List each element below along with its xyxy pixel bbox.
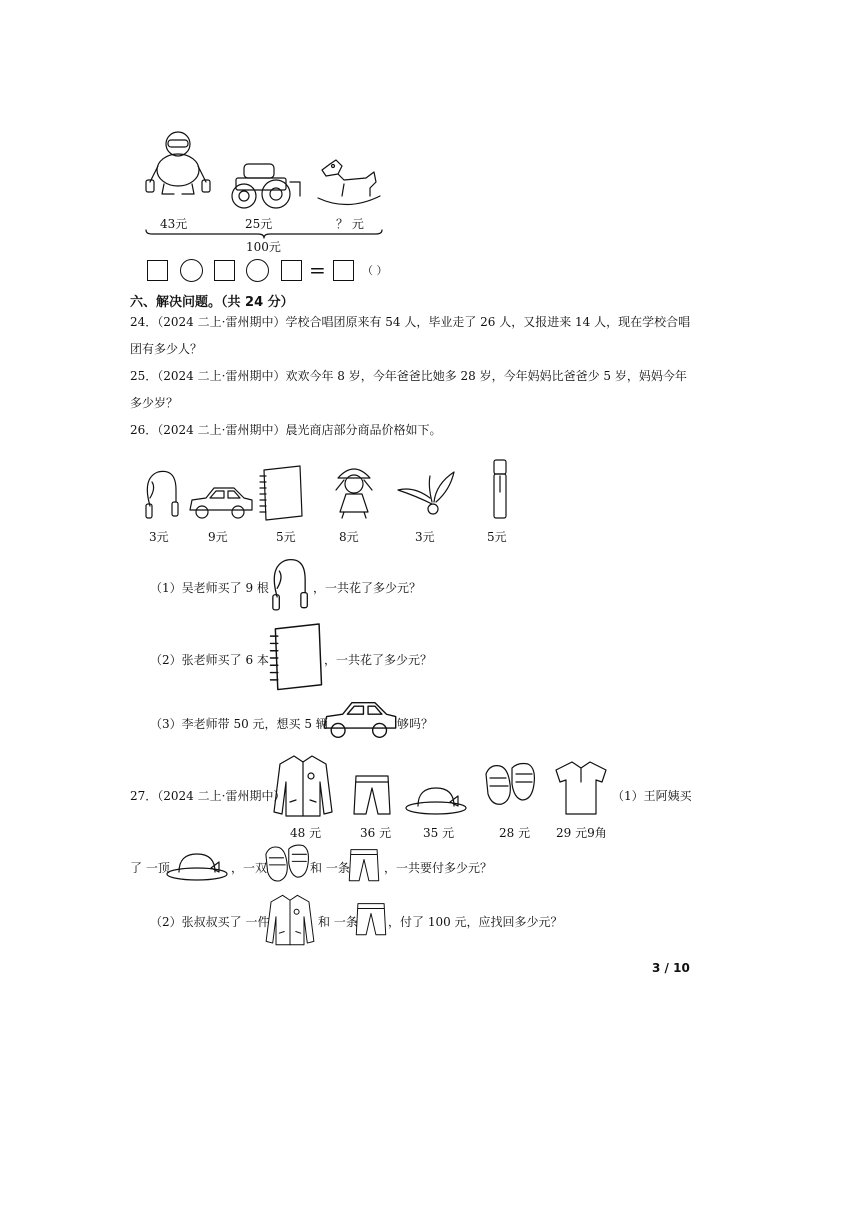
shuttlecock-icon bbox=[396, 470, 458, 518]
answer-box-3[interactable] bbox=[281, 260, 302, 281]
pants-icon bbox=[354, 902, 388, 938]
q25-line2: 多少岁？ bbox=[130, 396, 179, 410]
notebook-icon bbox=[268, 624, 324, 692]
hat-icon bbox=[404, 784, 468, 816]
rocking-horse-icon bbox=[316, 156, 382, 210]
doll-icon bbox=[330, 464, 378, 520]
q24-line2: 团有多少人？ bbox=[130, 342, 203, 356]
q27-sub1-text-d: 和 一条 bbox=[310, 861, 350, 875]
total-price: 100元 bbox=[246, 240, 281, 254]
q27-sub1-text-a: （1）王阿姨买 bbox=[612, 789, 692, 803]
jacket-icon bbox=[264, 892, 316, 948]
jump-rope-icon bbox=[138, 468, 184, 520]
q26-sub3-text-b: 够吗？ bbox=[397, 717, 434, 731]
q27-price-hat: 35 元 bbox=[423, 826, 455, 840]
robot-price: 43元 bbox=[160, 217, 188, 231]
answer-box-1[interactable] bbox=[147, 260, 168, 281]
pen-icon bbox=[490, 458, 510, 522]
q27-sub2-text-b: 和 一条 bbox=[318, 915, 358, 929]
answer-box-2[interactable] bbox=[214, 260, 235, 281]
operator-circle-2[interactable] bbox=[246, 259, 269, 282]
pants-icon bbox=[352, 774, 392, 818]
section-title: 六、解决问题。（共 24 分） bbox=[130, 295, 294, 310]
operator-circle-1[interactable] bbox=[180, 259, 203, 282]
toy-car-icon bbox=[188, 486, 254, 520]
shoes-icon bbox=[482, 760, 538, 810]
tractor-price: 25元 bbox=[245, 217, 273, 231]
q26-sub2-text-b: ，一共花了多少元？ bbox=[324, 653, 433, 667]
q27-sub1-text-e: ，一共要付多少元？ bbox=[384, 861, 493, 875]
q27-sub1-text-c: ，一双 bbox=[231, 861, 268, 875]
q27-price-jacket: 48 元 bbox=[290, 826, 322, 840]
q27-sub2-text-a: （2）张叔叔买了 一件 bbox=[150, 915, 270, 929]
q27-sub1-text-b: 了 一顶 bbox=[130, 861, 170, 875]
horse-price: ？ 元 bbox=[336, 217, 364, 231]
total-brace bbox=[144, 228, 384, 238]
q26-stem: 26．（2024 二上·雷州期中）晨光商店部分商品价格如下。 bbox=[130, 423, 442, 437]
q27-price-shirt: 29 元9角 bbox=[556, 826, 607, 840]
shirt-icon bbox=[554, 760, 608, 816]
q26-sub2-text-a: （2）张老师买了 6 本 bbox=[150, 653, 269, 667]
q26-sub1-text-a: （1）吴老师买了 9 根 bbox=[150, 581, 269, 595]
page-number: 3 / 10 bbox=[652, 961, 690, 975]
equals-sign: = bbox=[309, 258, 326, 282]
item-price-doll: 8元 bbox=[339, 530, 359, 544]
hat-icon bbox=[164, 850, 230, 882]
answer-box-result[interactable] bbox=[333, 260, 354, 281]
tractor-toy-icon bbox=[230, 162, 302, 210]
q27-price-pants: 36 元 bbox=[360, 826, 392, 840]
q27-price-shoes: 28 元 bbox=[499, 826, 531, 840]
q27-sub2-text-c: ，付了 100 元，应找回多少元？ bbox=[388, 915, 563, 929]
unit-paren: （ ） bbox=[362, 264, 388, 277]
item-price-jump-rope: 3元 bbox=[149, 530, 169, 544]
q25-line1: 25．（2024 二上·雷州期中）欢欢今年 8 岁，今年爸爸比她多 28 岁，今年妈妈比爸爸少 5 岁，妈妈今年 bbox=[130, 369, 687, 383]
q24-line1: 24．（2024 二上·雷州期中）学校合唱团原来有 54 人，毕业走了 26 人，又报进来 14 人，现在学校合唱 bbox=[130, 315, 691, 329]
shoes-icon bbox=[262, 842, 312, 886]
q27-stem: 27．（2024 二上·雷州期中） bbox=[130, 789, 286, 803]
q26-sub1-text-b: ，一共花了多少元？ bbox=[313, 581, 422, 595]
item-price-pen: 5元 bbox=[487, 530, 507, 544]
pants-icon bbox=[346, 848, 382, 884]
item-price-car: 9元 bbox=[208, 530, 228, 544]
item-price-notebook: 5元 bbox=[276, 530, 296, 544]
jacket-icon bbox=[272, 752, 334, 820]
toy-car-icon bbox=[322, 700, 398, 740]
robot-toy-icon bbox=[146, 128, 210, 212]
item-price-shuttlecock: 3元 bbox=[415, 530, 435, 544]
notebook-icon bbox=[258, 466, 304, 522]
jump-rope-icon bbox=[264, 556, 314, 612]
q26-sub3-text-a: （3）李老师带 50 元，想买 5 辆 bbox=[150, 717, 328, 731]
